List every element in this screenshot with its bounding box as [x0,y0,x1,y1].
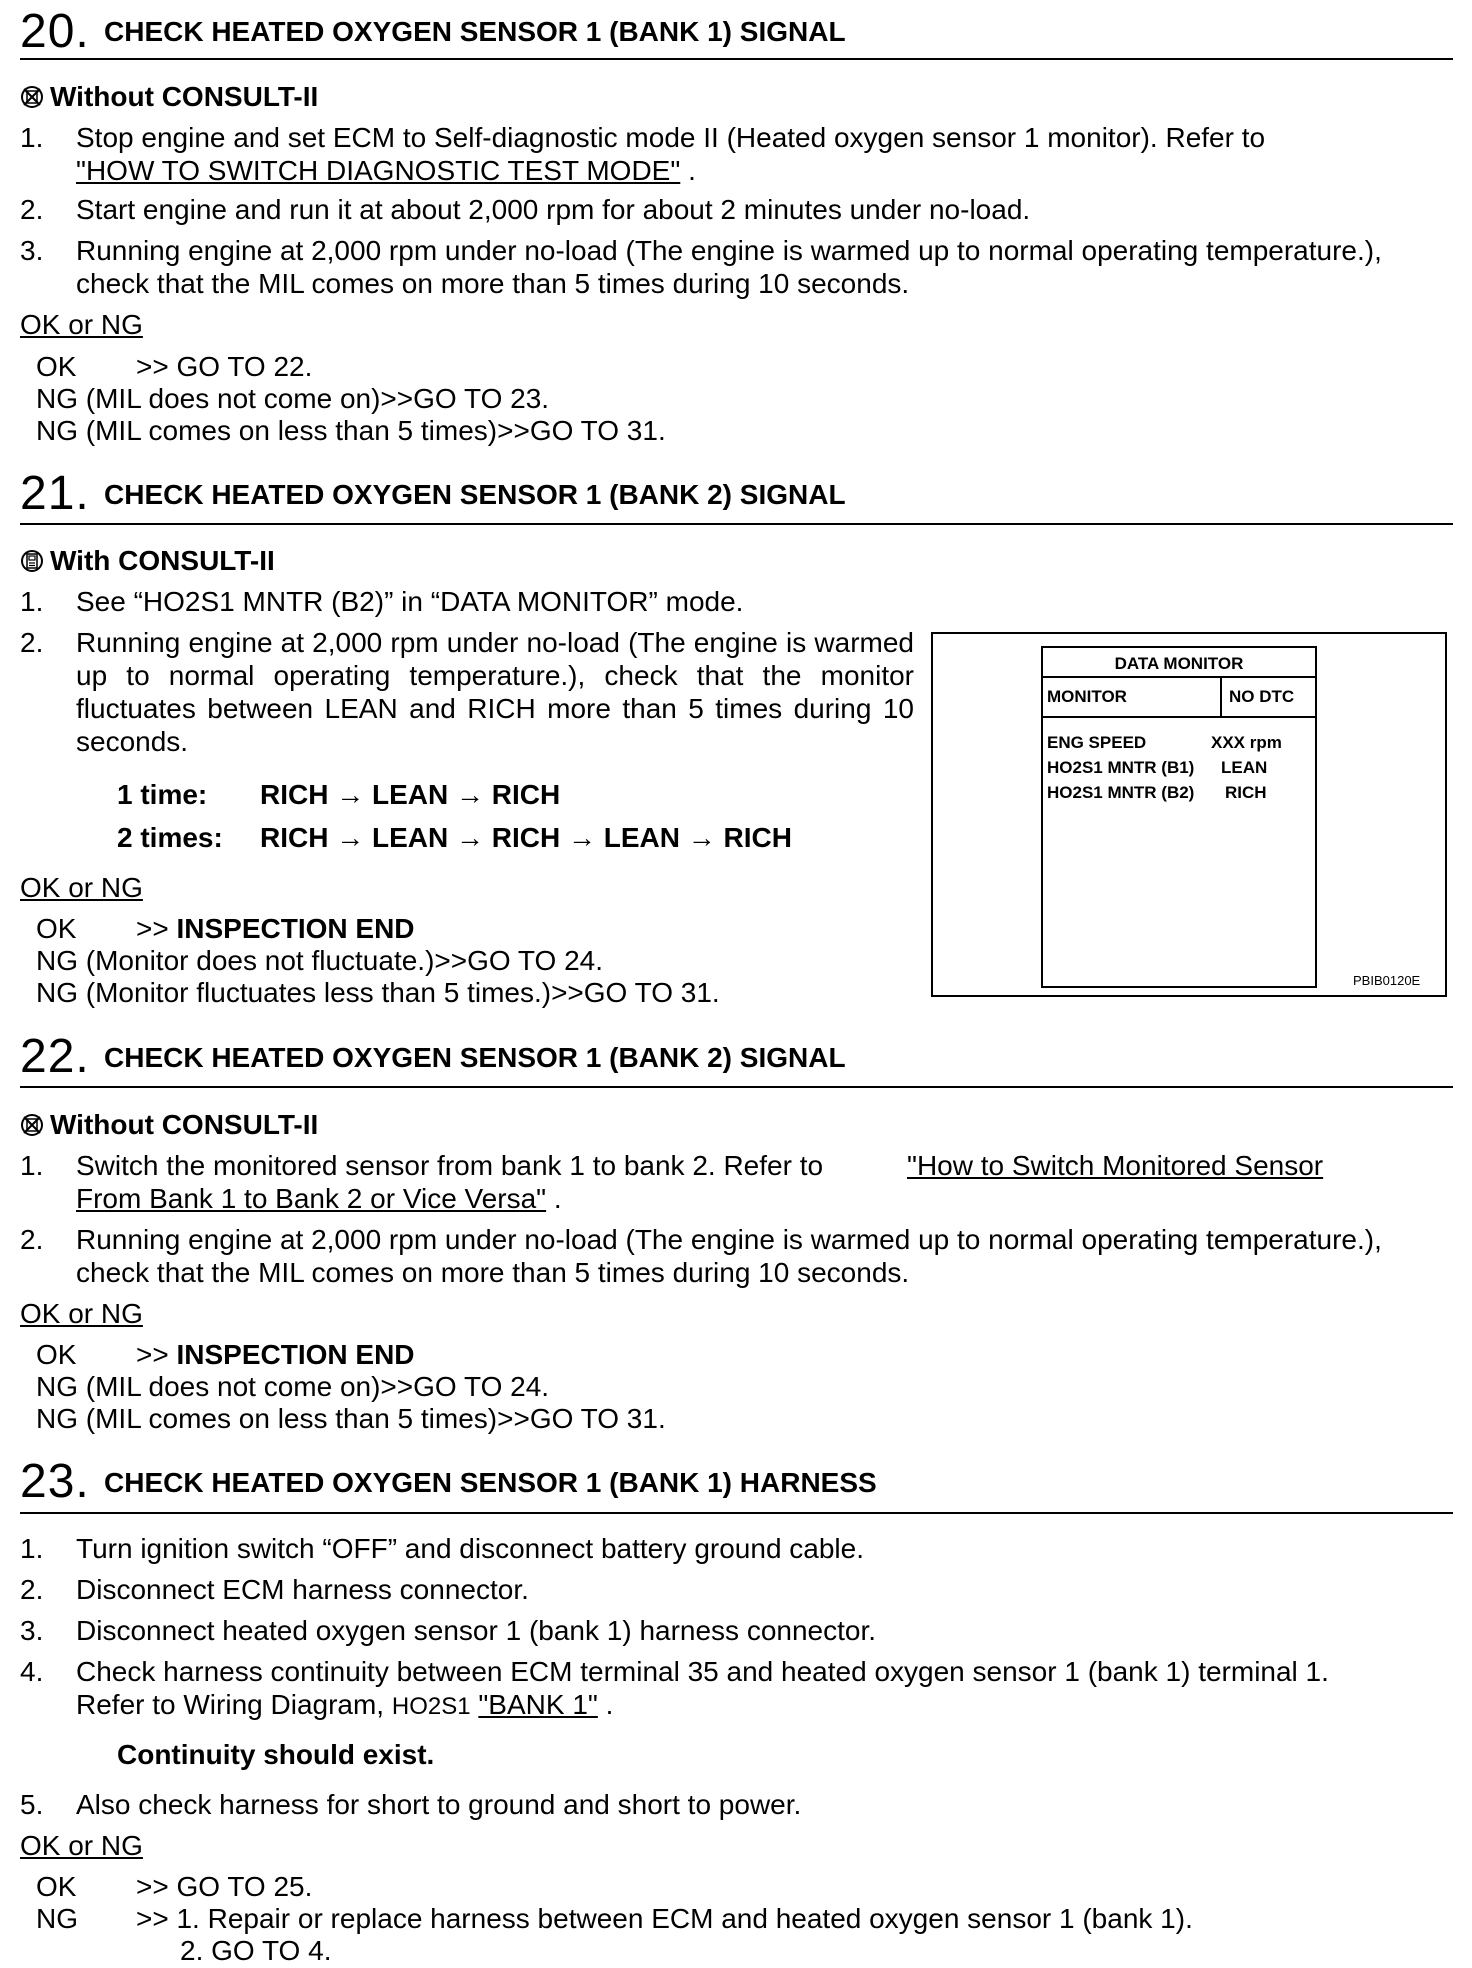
list-number: 2. [20,627,44,658]
step-title-21: CHECK HEATED OXYGEN SENSOR 1 (BANK 2) SIGNAL [104,479,846,510]
step-number-23: 23. [20,1455,90,1508]
step-title-20: CHECK HEATED OXYGEN SENSOR 1 (BANK 1) SIGNAL [104,16,846,47]
mode-label: With CONSULT-II [50,545,275,576]
list-number: 1. [20,586,44,617]
list-number: 2. [20,1574,44,1605]
result-ok-key: OK [36,351,77,382]
result-ng-value: >> 1. Repair or replace harness between ECM and heated oxygen sensor 1 (bank 1). [136,1903,1193,1934]
result-ok-key: OK [36,1339,77,1370]
step-text: Running engine at 2,000 rpm under no-load (The engine is warmed up to normal operating temperature.), check that the monitor fluctuates between LEAN and RICH more than 5 times during 10 seconds. [76,627,914,757]
monitor-screen [1041,646,1317,988]
inspection-end: INSPECTION END [176,1339,415,1370]
fluctuation-count-2: 2 times: [117,822,223,853]
punctuation: . [546,1183,562,1214]
section-divider [20,58,1453,60]
result-ng-2: NG (MIL comes on less than 5 times)>>GO TO 31. [36,415,666,446]
step-text: Running engine at 2,000 rpm under no-load (The engine is warmed up to normal operating temperature.), [76,1224,1382,1255]
step-text-line2: check that the MIL comes on more than 5 times during 10 seconds. [76,268,910,299]
ok-or-ng-label: OK or NG [20,872,143,903]
step-number-22: 22. [20,1030,90,1083]
ok-or-ng-label: OK or NG [20,1830,143,1861]
wiring-diagram-code: HO2S1 [391,1693,471,1720]
result-ok-value [136,1338,415,1371]
step-text: Running engine at 2,000 rpm under no-load (The engine is warmed up to normal operating temperature.), [76,235,1382,266]
step-title-22: CHECK HEATED OXYGEN SENSOR 1 (BANK 2) SIGNAL [104,1042,846,1073]
result-ng-1: NG (MIL does not come on)>>GO TO 23. [36,383,550,414]
mode-label: Without CONSULT-II [50,81,319,112]
monitor-row-name: HO2S1 MNTR (B2) [1047,783,1195,802]
monitor-title: DATA MONITOR [1043,652,1315,678]
continuity-note: Continuity should exist. [117,1739,435,1770]
mode-label: Without CONSULT-II [50,1109,319,1140]
result-arrow: >> [136,913,177,944]
result-arrow: >> [136,1339,177,1370]
mode-with-consult [20,544,275,577]
ok-or-ng-label: OK or NG [20,1298,143,1329]
link-switch-monitored-sensor-cont[interactable]: From Bank 1 to Bank 2 or Vice Versa" [76,1183,547,1214]
step-text: Start engine and run it at about 2,000 rpm for about 2 minutes under no-load. [76,194,1031,225]
monitor-row-name: HO2S1 MNTR (B1) [1047,758,1195,777]
list-number: 2. [20,1224,44,1255]
data-monitor-figure [931,632,1447,997]
punctuation: . [680,155,696,186]
monitor-row-value: XXX rpm [1211,733,1282,752]
step-text [76,1149,823,1182]
step-text: See “HO2S1 MNTR (B2)” in “DATA MONITOR” mode. [76,586,744,617]
list-number: 5. [20,1789,44,1820]
step-text-part: Refer to Wiring Diagram, [76,1689,392,1720]
monitor-row-value: LEAN [1221,758,1268,777]
step-text-part: Switch the monitored sensor from bank 1 to bank 2. Refer to [76,1150,824,1181]
monitor-status-header: NO DTC [1229,687,1295,706]
header-divider [1220,678,1222,716]
list-number: 1. [20,122,44,153]
step-text: Stop engine and set ECM to Self-diagnostic mode II (Heated oxygen sensor 1 monitor). Refer to [76,122,1266,153]
inspection-end: INSPECTION END [176,913,415,944]
step-text: Disconnect heated oxygen sensor 1 (bank 1) harness connector. [76,1615,877,1646]
mode-without-consult [20,80,318,113]
list-number: 1. [20,1150,44,1181]
link-bank-1[interactable]: "BANK 1" [478,1689,598,1720]
result-ng-key: NG [36,1903,78,1934]
figure-code: PBIB0120E [1353,973,1421,988]
mode-without-consult [20,1108,318,1141]
result-ok-value: >> GO TO 22. [136,351,313,382]
section-divider [20,1512,1453,1514]
step-number-20: 20. [20,5,90,58]
list-number: 1. [20,1533,44,1564]
fluctuation-count-1: 1 time: [117,779,208,810]
step-text-line2: check that the MIL comes on more than 5 times during 10 seconds. [76,1257,910,1288]
step-text-line2 [76,154,696,187]
step-text: Turn ignition switch “OFF” and disconnect battery ground cable. [76,1533,865,1564]
link-switch-monitored-sensor[interactable]: "How to Switch Monitored Sensor [907,1150,1324,1181]
result-ok-value: >> GO TO 25. [136,1871,313,1902]
fluctuation-pattern-2: RICH → LEAN → RICH → LEAN → RICH [260,822,792,853]
monitor-col-header: MONITOR [1047,687,1127,706]
result-ng-1: NG (MIL does not come on)>>GO TO 24. [36,1371,550,1402]
fluctuation-pattern-1: RICH → LEAN → RICH [260,779,561,810]
step-text-line2 [76,1182,562,1215]
step-title-23: CHECK HEATED OXYGEN SENSOR 1 (BANK 1) HARNESS [104,1467,877,1498]
step-text: Also check harness for short to ground and short to power. [76,1789,802,1820]
monitor-header-row [1043,678,1315,718]
punctuation: . [597,1689,614,1720]
ok-or-ng-label: OK or NG [20,309,143,340]
result-ng-2: NG (MIL comes on less than 5 times)>>GO TO 31. [36,1403,666,1434]
step-text: Disconnect ECM harness connector. [76,1574,529,1605]
step-text-line2 [76,1688,613,1723]
step-number-21: 21. [20,467,90,520]
result-ok-key: OK [36,913,77,944]
with-consult-icon [20,549,44,573]
result-ok-key: OK [36,1871,77,1902]
list-number: 3. [20,1615,44,1646]
step-text: Check harness continuity between ECM terminal 35 and heated oxygen sensor 1 (bank 1) terminal 1. [76,1656,1329,1687]
result-ng-2: NG (Monitor fluctuates less than 5 times.)>>GO TO 31. [36,977,720,1008]
result-ng-1: NG (Monitor does not fluctuate.)>>GO TO 24. [36,945,604,976]
list-number: 2. [20,194,44,225]
section-divider [20,523,1453,525]
monitor-row-value: RICH [1225,783,1267,802]
link-diagnostic-test-mode[interactable]: "HOW TO SWITCH DIAGNOSTIC TEST MODE" [76,155,681,186]
list-number: 4. [20,1656,44,1687]
result-ok-value [136,912,415,945]
section-divider [20,1086,1453,1088]
result-ng-value-line2: 2. GO TO 4. [180,1935,332,1966]
without-consult-icon [20,1113,44,1137]
monitor-row-name: ENG SPEED [1047,733,1147,752]
list-number: 3. [20,235,44,266]
without-consult-icon [20,85,44,109]
